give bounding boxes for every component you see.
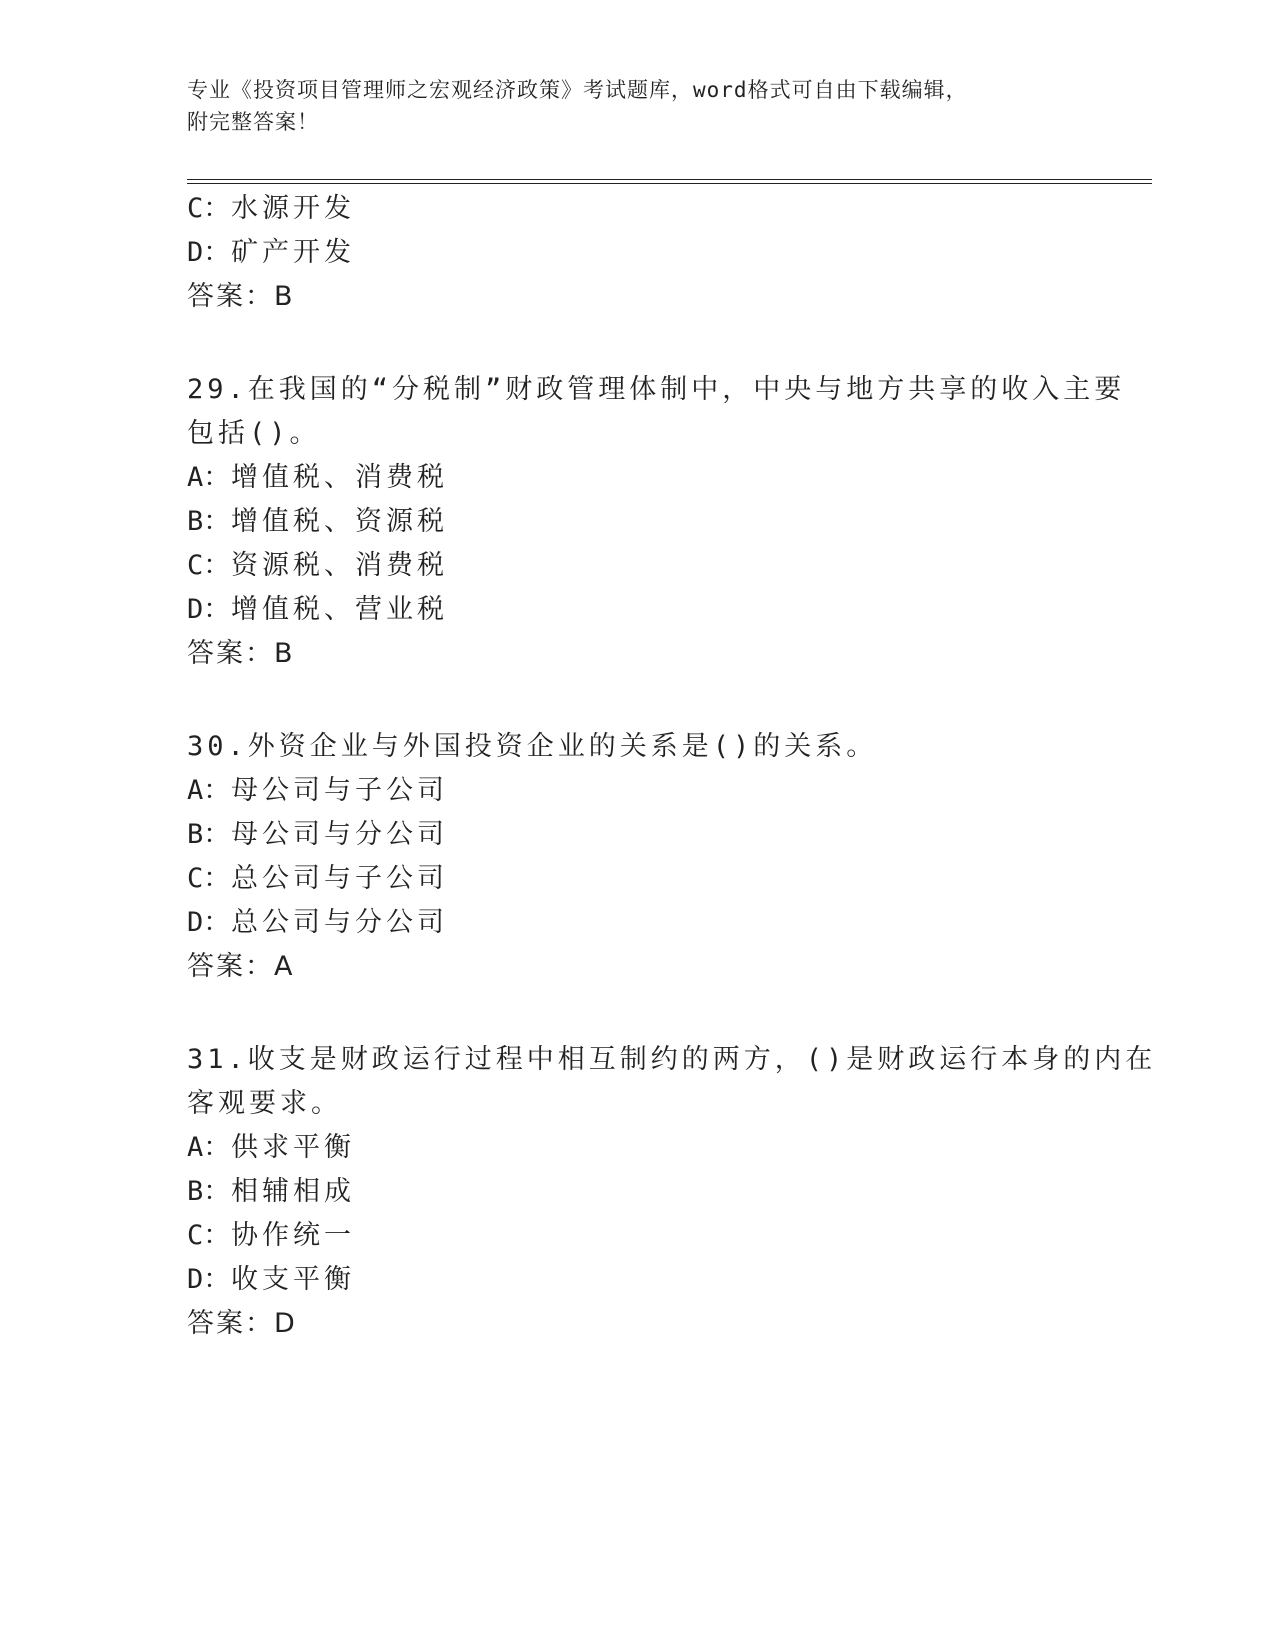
q31-stem-line-2: 客观要求。 [187,1088,342,1119]
option-text: 相辅相成 [231,1176,355,1207]
q31-option-c [187,1219,355,1253]
option-label: D： [187,1264,231,1295]
q30-option-b [187,818,448,852]
option-text: 收支平衡 [231,1264,355,1295]
option-label: C： [187,550,231,581]
option-label: C： [187,193,231,224]
q29-option-a [187,461,448,495]
header-title-line-1: 专业《投资项目管理师之宏观经济政策》考试题库，word格式可自由下载编辑， [187,78,968,102]
option-label: A： [187,775,231,806]
q30-option-a [187,774,448,808]
option-label: D： [187,237,231,268]
q30-option-c [187,862,448,896]
q29-option-c [187,549,448,583]
option-label: D： [187,594,231,625]
q31-stem-line-1: 31.收支是财政运行过程中相互制约的两方，()是财政运行本身的内在 [187,1044,1157,1075]
option-text: 增值税、消费税 [231,462,448,493]
option-label: A： [187,462,231,493]
option-text: 增值税、资源税 [231,506,448,537]
option-label: C： [187,863,231,894]
header-divider-top [187,179,1152,180]
header-title-line-2: 附完整答案！ [187,110,319,134]
option-text: 总公司与分公司 [231,907,448,938]
q31-option-b [187,1175,355,1209]
option-text: 水源开发 [231,193,355,224]
option-text: 协作统一 [231,1220,355,1251]
q31-answer: 答案：D [187,1308,297,1339]
q29-stem-line-2: 包括()。 [187,418,321,449]
q30-stem-line-1: 30.外资企业与外国投资企业的关系是()的关系。 [187,731,878,762]
option-text: 母公司与子公司 [231,775,448,806]
option-label: B： [187,506,231,537]
q31-option-d [187,1263,355,1297]
option-label: C： [187,1220,231,1251]
q29-answer: 答案：B [187,638,295,669]
option-text: 总公司与子公司 [231,863,448,894]
option-text: 增值税、营业税 [231,594,448,625]
q28-answer: 答案：B [187,281,295,312]
option-label: B： [187,1176,231,1207]
option-text: 供求平衡 [231,1132,355,1163]
option-label: A： [187,1132,231,1163]
document-header [187,74,1087,138]
q31-option-a [187,1131,355,1165]
q29-stem-line-1: 29.在我国的“分税制”财政管理体制中，中央与地方共享的收入主要 [187,374,1126,405]
option-label: B： [187,819,231,850]
header-divider-bottom [187,183,1152,184]
q29-option-d [187,593,448,627]
option-text: 母公司与分公司 [231,819,448,850]
q28-option-d [187,236,355,270]
q28-option-c [187,192,355,226]
option-label: D： [187,907,231,938]
q30-option-d [187,906,448,940]
option-text: 资源税、消费税 [231,550,448,581]
option-text: 矿产开发 [231,237,355,268]
q30-answer: 答案：A [187,951,295,982]
q29-option-b [187,505,448,539]
